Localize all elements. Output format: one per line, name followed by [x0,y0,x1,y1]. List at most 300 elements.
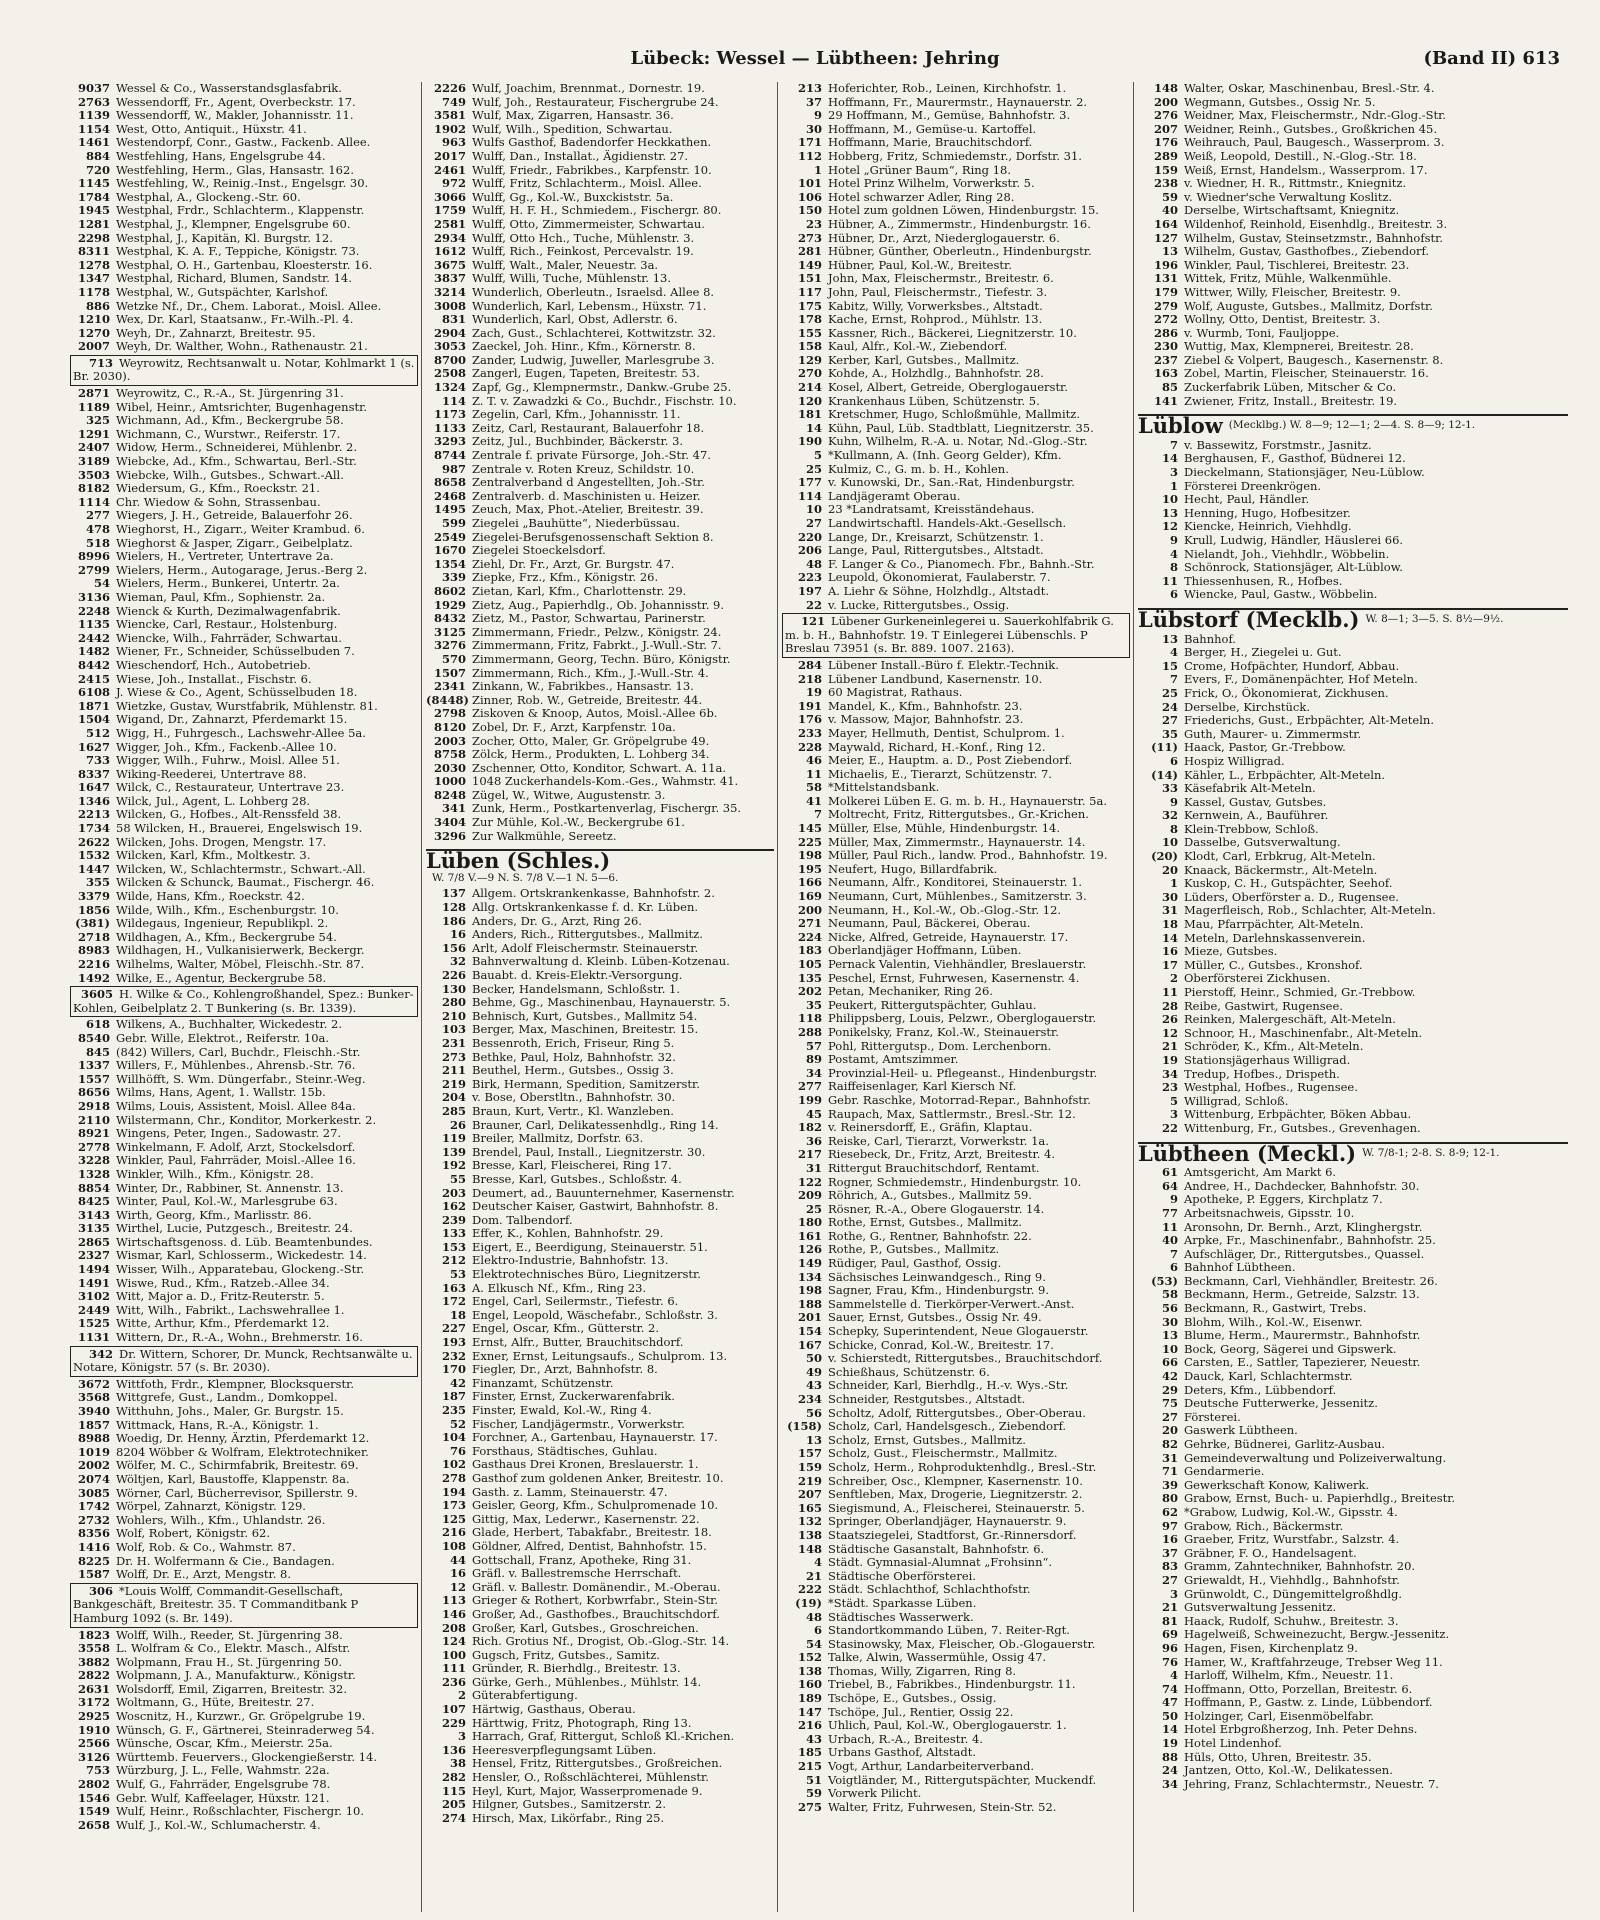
entry-text: Friederichs, Gust., Erbpächter, Alt-Meteln. [1184,714,1434,728]
directory-entry [1138,1275,1568,1289]
entry-number: 1587 [77,1568,110,1582]
entry-text: Heeresverpflegungsamt Lüben. [472,1743,657,1757]
entry-number: (53) [1151,1274,1178,1288]
entry-text: Wilke, E., Agentur, Beckergrube 58. [116,971,327,985]
directory-entry [782,741,1130,755]
entry-number: 219 [797,1474,822,1488]
entry-text: Sauer, Ernst, Gutsbes., Ossig Nr. 49. [828,1311,1042,1325]
entry-number: 3882 [77,1655,110,1669]
entry-text: Wilcken, W., Schlachtermstr., Schwart.-All. [116,862,366,876]
directory-entry [1138,1601,1568,1615]
entry-text: Widow, Herm., Schneiderei, Mühlenbr. 2. [116,441,358,455]
entry-number: 30 [805,122,822,136]
directory-entry [782,558,1130,572]
entry-number: 207 [797,1488,822,1502]
entry-text: Wilhelms, Walter, Möbel, Fleischh.-Str. 87. [116,958,365,971]
entry-number: 185 [797,1746,822,1760]
directory-entry [426,1390,774,1404]
entry-text: Siegismund, A., Fleischerei, Steinauerstr. 5. [828,1501,1085,1515]
entry-number: 2213 [77,808,110,822]
directory-entry [70,876,418,890]
directory-entry [1138,1166,1568,1180]
directory-entry [1138,1000,1568,1014]
directory-entry [426,476,774,490]
directory-entry [1138,891,1568,905]
directory-entry [426,422,774,436]
entry-number: 118 [797,1012,822,1026]
entry-text: 29 Hoffmann, M., Gemüse, Bahnhofstr. 3. [828,109,1071,123]
entry-number: 2718 [77,930,110,944]
entry-number: 41 [805,794,822,808]
entry-number: 277 [85,509,110,523]
entry-text: Wulff, Friedr., Fabrikbes., Karpfenstr. 10. [472,163,712,177]
entry-number: 1823 [77,1628,110,1642]
entry-number: 182 [797,1121,822,1135]
directory-entry [782,1651,1130,1665]
entry-number: 13 [1161,245,1178,259]
entry-number: 16 [1161,1533,1178,1547]
directory-entry [1138,986,1568,1000]
entry-number: 54 [805,1637,822,1651]
entry-number: 237 [1153,353,1178,367]
directory-entry [782,1325,1130,1339]
entry-number: 3672 [77,1377,110,1391]
entry-text: Talke, Alwin, Wassermühle, Ossig 47. [828,1651,1047,1665]
directory-entry [1138,1108,1568,1122]
directory-entry [426,286,774,300]
directory-entry [70,1500,418,1514]
entry-text: Chr. Wiedow & Sohn, Strassenbau. [116,495,321,509]
entry-number: 34 [1161,1777,1178,1791]
entry-text: Thomas, Willy, Zigarren, Ring 8. [828,1664,1017,1678]
entry-text: Wulf, Joachim, Brennmat., Dornestr. 19. [472,82,705,95]
entry-number: 42 [449,1376,466,1390]
entry-number: 35 [805,998,822,1012]
entry-number: 8182 [77,482,110,496]
entry-number: 2549 [433,530,466,544]
directory-entry [782,571,1130,585]
entry-text: Lüders, Oberförster a. D., Rugensee. [1184,890,1399,904]
entry-number: 122 [797,1175,822,1189]
entry-number: 288 [797,1025,822,1039]
entry-text: Wulf, Wilh., Spedition, Schwartau. [472,122,673,136]
entry-number: 2248 [77,604,110,618]
entry-number: 232 [441,1349,466,1363]
entry-number: 1504 [77,713,110,727]
directory-entry [70,1432,418,1446]
directory-entry [426,1064,774,1078]
entry-text: Wigg, H., Fuhrgesch., Lachswehr-Allee 5a. [116,726,366,740]
entry-text: Weiß, Ernst, Handelsm., Wasserprom. 17. [1184,163,1428,177]
entry-text: Westphal, A., Glockeng.-Str. 60. [116,190,301,204]
entry-number: 169 [797,890,822,904]
entry-text: Krankenhaus Lüben, Schützenstr. 5. [828,394,1040,408]
entry-text: Wigger, Joh., Kfm., Fackenb.-Allee 10. [116,740,337,754]
directory-entry [782,1216,1130,1230]
entry-text: Württemb. Feuervers., Glockengießerstr. 14. [116,1750,378,1764]
entry-text: Woltmann, G., Hüte, Breitestr. 27. [116,1696,315,1710]
directory-entry [70,272,418,286]
directory-entry [70,1277,418,1291]
directory-entry [70,1473,418,1487]
entry-text: Henning, Hugo, Hofbesitzer. [1184,506,1351,520]
entry-number: 47 [1161,1696,1178,1710]
column-4 [1138,82,1568,1912]
entry-number: 81 [1161,1614,1178,1628]
entry-text: Dr. Wittern, Schorer, Dr. Munck, Rechtsanwälte u. Notare, Königstr. 57 (s. Br. 2030). [73,1346,413,1375]
directory-entry [426,259,774,273]
entry-text: Aronsohn, Dr. Bernh., Arzt, Klinghergstr. [1184,1220,1423,1234]
directory-entry [782,1719,1130,1733]
directory-entry [1138,354,1568,368]
directory-entry [70,673,418,687]
directory-entry [70,781,418,795]
entry-text: Holzinger, Carl, Eisenmöbelfabr. [1184,1709,1374,1723]
directory-entry [782,972,1130,986]
directory-entry [426,1458,774,1472]
entry-text: Wigger, Wilh., Fuhrw., Moisl. Allee 51. [116,754,340,768]
directory-entry [1138,123,1568,137]
entry-number: 209 [797,1189,822,1203]
entry-text: Zwiener, Fritz, Install., Breitestr. 19. [1184,394,1398,408]
entry-text: Reibe, Gastwirt, Rugensee. [1184,999,1343,1013]
directory-entry [782,259,1130,273]
directory-entry [426,1757,774,1771]
entry-number: 3379 [77,890,110,904]
directory-entry [70,150,418,164]
entry-number: 8854 [77,1181,110,1195]
entry-number: 2030 [433,761,466,775]
entry-number: 164 [1153,217,1178,231]
directory-entry [426,1363,774,1377]
entry-text: Zapf, Gg., Klempnermstr., Dankw.-Grube 25. [472,381,732,395]
entry-number: 64 [1161,1179,1178,1193]
directory-entry [70,1669,418,1683]
directory-entry [70,1696,418,1710]
entry-text: L. Wolfram & Co., Elektr. Masch., Alfstr. [116,1642,351,1656]
directory-entry [426,381,774,395]
entry-text: Wulff, H. F. H., Schmiedem., Fischergr. 80. [472,204,722,218]
entry-text: Göldner, Alfred, Dentist, Bahnhofstr. 15. [472,1539,707,1553]
directory-entry [70,300,418,314]
entry-number: 1532 [77,849,110,863]
entry-number: 2407 [77,441,110,455]
directory-entry [782,599,1130,613]
directory-entry [1138,96,1568,110]
entry-number: 166 [797,876,822,890]
directory-entry [70,618,418,632]
entry-text: Hoffmann, Marie, Brauchitschdorf. [828,136,1033,150]
entry-number: 1612 [433,245,466,259]
entry-text: Gewerkschaft Konow, Kaliwerk. [1184,1478,1370,1492]
entry-number: 2003 [433,734,466,748]
directory-entry [782,123,1130,137]
directory-entry [1138,1479,1568,1493]
entry-number: 195 [797,862,822,876]
directory-entry [1138,1710,1568,1724]
entry-number: 2763 [77,95,110,109]
directory-entry [782,517,1130,531]
entry-text: Westphal, Hofbes., Rugensee. [1184,1081,1358,1095]
directory-entry [1138,1723,1568,1737]
directory-entry [782,713,1130,727]
entry-number: 8988 [77,1432,110,1446]
entry-text: Anders, Rich., Rittergutsbes., Mallmitz. [472,928,703,942]
entry-number: 187 [441,1390,466,1404]
entry-text: Wibel, Heinr., Amtsrichter, Bugenhagenstr. [116,400,367,414]
entry-text: Wünsche, Oscar, Kfm., Meierstr. 25a. [116,1737,333,1751]
directory-entry [782,999,1130,1013]
entry-number: 17 [1161,958,1178,972]
directory-entry [1138,1411,1568,1425]
entry-text: Dom. Talbendorf. [472,1213,573,1227]
entry-number: 8656 [77,1086,110,1100]
directory-entry [426,1227,774,1241]
entry-text: Glade, Herbert, Tabakfabr., Breitestr. 18. [472,1526,712,1540]
entry-text: Urbach, R.-A., Breitestr. 4. [828,1732,983,1746]
entry-text: Städtische Gasanstalt, Bahnhofstr. 6. [828,1542,1045,1556]
entry-number: 176 [797,713,822,727]
entry-number: 1000 [433,775,466,789]
directory-entry [782,1135,1130,1149]
directory-entry [426,1540,774,1554]
entry-text: Wilms, Hans, Agent, 1. Wallstr. 15b. [116,1086,326,1100]
entry-number: 284 [797,658,822,672]
directory-entry [782,232,1130,246]
entry-text: Grünwoldt, C., Düngemittelgroßhdlg. [1184,1587,1403,1601]
entry-text: Witt, Wilh., Fabrikt., Lachswehrallee 1. [116,1303,345,1317]
entry-number: 205 [441,1798,466,1812]
directory-entry [1138,1452,1568,1466]
entry-number: 196 [1153,258,1178,272]
directory-entry [1138,313,1568,327]
entry-number: 181 [797,408,822,422]
entry-number: 2327 [77,1249,110,1263]
entry-number: 46 [805,754,822,768]
directory-entry [1138,1248,1568,1262]
entry-text: *Mittelstandsbank. [828,781,940,795]
directory-entry [782,164,1130,178]
entry-number: 3404 [433,816,466,830]
directory-entry [70,686,418,700]
directory-entry [70,863,418,877]
entry-text: Wegmann, Gutsbes., Ossig Nr. 5. [1184,95,1376,109]
entry-text: Ziegelei-Berufsgenossenschaft Sektion 8. [472,530,714,544]
entry-text: Schicke, Conrad, Kol.-W., Breitestr. 17. [828,1338,1054,1352]
directory-entry [782,1678,1130,1692]
entry-text: Hamer, W., Kraftfahrzeuge, Trebser Weg 11. [1184,1655,1443,1669]
entry-text: Stasinowsky, Max, Fleischer, Ob.-Glogauerstr. [828,1637,1096,1651]
directory-entry [70,659,418,673]
entry-number: 202 [797,985,822,999]
entry-number: 3503 [77,468,110,482]
directory-entry [426,164,774,178]
entry-text: Städt. Gymnasial-Alumnat „Frohsinn“. [828,1556,1053,1570]
entry-text: Maywald, Richard, H.-Konf., Ring 12. [828,740,1046,754]
directory-entry [70,1583,418,1628]
directory-entry [70,1405,418,1419]
entry-number: 152 [797,1651,822,1665]
entry-text: Wöltjen, Karl, Baustoffe, Klappenstr. 8a. [116,1472,350,1486]
entry-number: 11 [1161,986,1178,999]
directory-entry [426,1554,774,1568]
entry-number: 25 [1161,686,1178,700]
entry-number: 148 [1153,82,1178,95]
entry-number: 160 [797,1678,822,1692]
entry-number: 886 [85,299,110,313]
directory-entry [1138,1506,1568,1520]
entry-number: 180 [797,1216,822,1230]
directory-entry [1138,633,1568,647]
entry-number: 3558 [77,1642,110,1656]
directory-entry [426,367,774,381]
directory-entry [782,1230,1130,1244]
entry-number: 114 [797,489,822,503]
directory-entry [1138,714,1568,728]
directory-entry [426,327,774,341]
directory-entry [70,123,418,137]
entry-text: v. Kunowski, Dr., San.-Rat, Hindenburgstr. [828,476,1075,490]
entry-text: Wuttig, Max, Klempnerei, Breitestr. 28. [1184,340,1414,354]
directory-entry [70,986,418,1017]
entry-text: Nicke, Alfred, Getreide, Haynauerstr. 17. [828,930,1069,944]
entry-text: Voigtländer, M., Rittergutspächter, Muckendf. [828,1773,1097,1787]
entry-text: Kabitz, Willy, Vorwerksbes., Altstadt. [828,299,1043,313]
directory-entry [1138,327,1568,341]
entry-number: 151 [797,272,822,286]
directory-entry [70,645,418,659]
entry-text: Bock, Georg, Sägerei und Gipswerk. [1184,1342,1397,1356]
directory-entry [1138,796,1568,810]
entry-text: Hagen, Fisen, Kirchenplatz 9. [1184,1641,1358,1655]
entry-text: Käsefabrik Alt-Meteln. [1184,782,1316,796]
directory-entry [426,1377,774,1391]
entry-text: Lange, Dr., Kreisarzt, Schützenstr. 1. [828,530,1044,544]
entry-text: v. Schierstedt, Rittergutsbes., Brauchitschdorf. [828,1352,1103,1366]
directory-entry [70,890,418,904]
entry-text: Grabow, Rich., Bäckermstr. [1184,1519,1344,1533]
entry-text: Wielers, H., Vertreter, Untertrave 2a. [116,550,334,564]
entry-text: Großer, Ad., Gasthofbes., Brauchitschdorf. [472,1607,720,1621]
entry-number: 1902 [433,122,466,136]
directory-entry [782,1284,1130,1298]
entry-text: Zietz, M., Pastor, Schwartau, Parinerstr. [472,612,706,626]
directory-entry [782,822,1130,836]
directory-entry [70,414,418,428]
entry-text: Derselbe, Wirtschaftsamt, Kniegnitz. [1184,204,1400,218]
entry-number: 1 [1169,479,1178,493]
entry-number: 19 [1161,1053,1178,1067]
directory-entry [1138,1288,1568,1302]
entry-text: Rothe, Ernst, Gutsbes., Mallmitz. [828,1216,1022,1230]
entry-text: Raupach, Max, Sattlermstr., Bresl.-Str. 12. [828,1107,1076,1121]
entry-text: Zeitz, Carl, Restaurant, Balauerfohr 18. [472,421,705,435]
directory-entry [782,1243,1130,1257]
entry-number: 217 [797,1148,822,1162]
entry-number: 2732 [77,1513,110,1527]
entry-text: Scholz, Gust., Fleischermstr., Mallmitz. [828,1447,1058,1461]
entry-number: 22 [805,598,822,612]
section-city: Lübstorf (Mecklb.) [1138,606,1360,632]
entry-number: 1461 [77,136,110,150]
entry-number: 88 [1161,1750,1178,1764]
entry-number: 2865 [77,1235,110,1249]
entry-number: 85 [1161,381,1178,395]
entry-text: Berger, Max, Maschinen, Breitestr. 15. [472,1023,699,1037]
entry-text: Standortkommando Lüben, 7. Reiter-Rgt. [828,1624,1070,1638]
entry-text: Gräfl. v. Ballestr. Domänendir., M.-Oberau. [472,1580,721,1594]
directory-entry [782,1611,1130,1625]
directory-entry [70,1046,418,1060]
directory-entry [426,955,774,969]
entry-number: 56 [1161,1302,1178,1316]
directory-entry [782,1638,1130,1652]
entry-number: 3837 [433,272,466,286]
entry-text: Willers, F., Mühlenbes., Ahrensb.-Str. 76. [116,1059,356,1073]
directory-entry [426,1404,774,1418]
entry-number: 2802 [77,1778,110,1792]
entry-text: Ziegelei „Bauhütte“, Niederbüssau. [472,517,680,530]
entry-text: Witt, Major a. D., Fritz-Reuterstr. 5. [116,1290,325,1304]
entry-text: Härtwig, Gasthaus, Oberau. [472,1703,636,1717]
entry-number: 3125 [433,625,466,639]
directory-entry [426,1010,774,1024]
directory-entry [1138,945,1568,959]
directory-entry [70,82,418,96]
entry-number: (158) [787,1420,822,1434]
entry-text: Zangerl, Eugen, Tapeten, Breitestr. 53. [472,367,700,381]
entry-number: 198 [797,1284,822,1298]
entry-text: Wittenburg, Fr., Gutsbes., Grevenhagen. [1184,1121,1421,1135]
entry-text: Behme, Gg., Maschinenbau, Haynauerstr. 5. [472,996,731,1010]
section-heading [1138,1142,1568,1165]
entry-text: Klodt, Carl, Erbkrug, Alt-Meteln. [1184,850,1376,864]
entry-text: Rich. Grotius Nf., Drogist, Ob.-Glog.-Str. 14. [472,1635,730,1649]
directory-entry [70,259,418,273]
entry-text: Winkler, Paul, Fahrräder, Moisl.-Allee 16. [116,1154,356,1168]
entry-text: Wildhagen, H., Vulkanisierwerk, Beckergr. [116,944,365,958]
entry-number: 119 [441,1132,466,1146]
entry-text: Peukert, Rittergutspächter, Guhlau. [828,998,1037,1012]
directory-entry [70,808,418,822]
entry-number: 216 [441,1526,466,1540]
entry-text: Petan, Mechaniker, Ring 26. [828,985,993,999]
entry-number: 147 [797,1705,822,1719]
entry-number: 2415 [77,672,110,686]
entry-text: Kache, Ernst, Rohprod., Mühlstr. 13. [828,313,1043,327]
directory-entry [1138,204,1568,218]
entry-number: 117 [797,285,822,299]
entry-text: v. Wiedner, H. R., Rittmstr., Kniegnitz. [1184,177,1407,191]
entry-text: Städtische Oberförsterei. [828,1569,976,1583]
entry-number: 133 [441,1227,466,1241]
entry-text: Wulf, G., Fahrräder, Engelsgrube 78. [116,1778,331,1792]
entry-number: 28 [1161,999,1178,1013]
directory-entry [426,1173,774,1187]
directory-entry [426,1322,774,1336]
entry-text: Mau, Pfarrpächter, Alt-Meteln. [1184,918,1364,932]
entry-number: 14 [805,421,822,435]
entry-text: Kretschmer, Hugo, Schloßmühle, Mallmitz. [828,408,1080,422]
entry-number: 1154 [77,122,110,136]
entry-text: Neumann, Paul, Bäckerei, Oberau. [828,917,1031,931]
entry-text: v. Bose, Oberstltn., Bahnhofstr. 30. [472,1091,676,1105]
entry-number: 3 [1169,466,1178,480]
directory-entry [426,915,774,929]
entry-number: 1210 [77,313,110,327]
directory-entry [70,1527,418,1541]
entry-number: 113 [441,1594,466,1608]
